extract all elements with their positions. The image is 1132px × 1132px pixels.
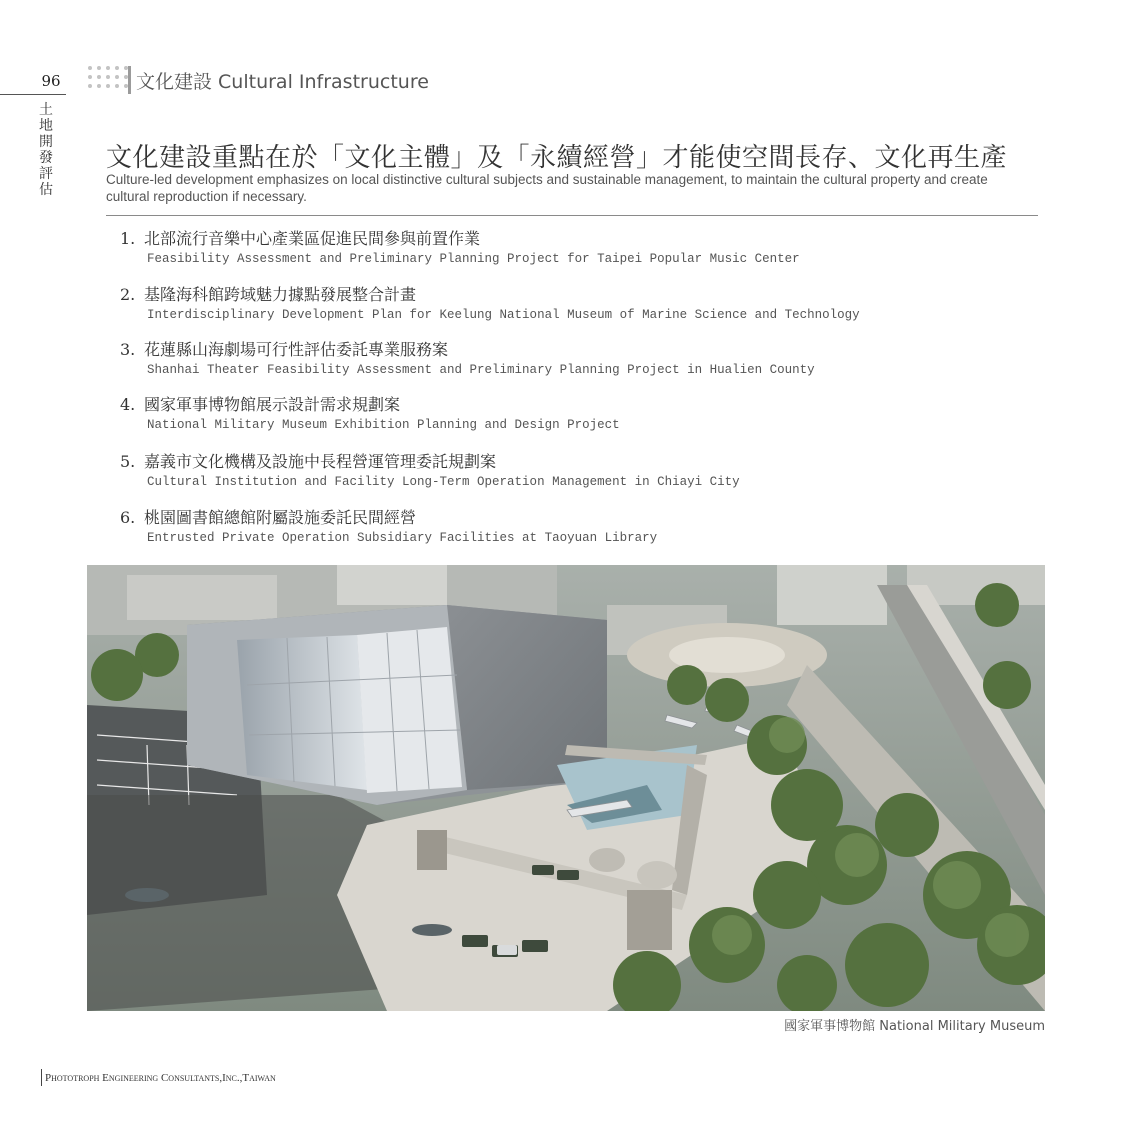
vertical-chapter-label [36,102,56,198]
project-title-en: Interdisciplinary Development Plan for Keelung National Museum of Marine Science and Technology [147,308,860,322]
vertical-label-char: 開 [39,134,53,150]
project-title-zh [120,284,1020,306]
project-title-zh-text: 嘉義市文化機構及設施中長程營運管理委託規劃案 [144,452,497,471]
vertical-label-char: 土 [39,102,53,118]
page-number: 96 [41,72,61,90]
project-title-en: Feasibility Assessment and Preliminary Planning Project for Taipei Popular Music Center [147,252,800,266]
dot-grid-ornament [88,66,128,88]
aerial-rendering-illustration [87,565,1045,1011]
project-title-zh-text: 北部流行音樂中心產業區促進民間參與前置作業 [144,229,481,248]
list-item [120,507,1020,547]
project-number: 5. [120,452,136,471]
project-number: 4. [120,395,136,414]
project-title-zh-text: 國家軍事博物館展示設計需求規劃案 [144,395,401,414]
project-title-en: Entrusted Private Operation Subsidiary Facilities at Taoyuan Library [147,531,658,545]
list-item [120,228,1020,268]
footer-company-name: Phototroph Engineering Consultants,Inc.,Taiwan [45,1072,276,1084]
project-title-en: Shanhai Theater Feasibility Assessment and Preliminary Planning Project in Hualien County [147,363,815,377]
project-title-zh-text: 桃園圖書館總館附屬設施委託民間經營 [144,508,417,527]
headline-english: Culture-led development emphasizes on local distinctive cultural subjects and sustainable management, to maintain the cultural property and create cultural reproduction if necessary. [106,172,988,204]
vertical-label-char: 估 [39,182,53,198]
project-number: 3. [120,340,136,359]
footer-bar [41,1069,42,1086]
vertical-label-char: 地 [39,118,53,134]
vertical-label-char: 發 [39,150,53,166]
project-title-en: National Military Museum Exhibition Planning and Design Project [147,418,620,432]
headline-divider [106,215,1038,216]
project-title-zh [120,228,1020,250]
project-title-zh-text: 花蓮縣山海劇場可行性評估委託專業服務案 [144,340,449,359]
project-title-en: Cultural Institution and Facility Long-Term Operation Management in Chiayi City [147,475,740,489]
project-number: 2. [120,285,136,304]
section-title-bar [128,66,131,94]
vertical-label-char: 評 [39,166,53,182]
project-title-zh [120,339,1020,361]
section-title: 文化建設 Cultural Infrastructure [136,71,429,93]
list-item [120,284,1020,324]
project-title-zh [120,451,1020,473]
page-number-rule [0,94,66,95]
project-title-zh [120,394,1020,416]
project-title-zh [120,507,1020,529]
project-number: 1. [120,229,136,248]
list-item [120,394,1020,434]
project-title-zh-text: 基隆海科館跨域魅力據點發展整合計畫 [144,285,417,304]
photo-caption: 國家軍事博物館 National Military Museum [784,1019,1045,1034]
museum-rendering-photo [87,565,1045,1011]
project-number: 6. [120,508,136,527]
headline-chinese: 文化建設重點在於「文化主體」及「永續經營」才能使空間長存、文化再生產 [106,143,1008,173]
list-item [120,451,1020,491]
list-item [120,339,1020,379]
